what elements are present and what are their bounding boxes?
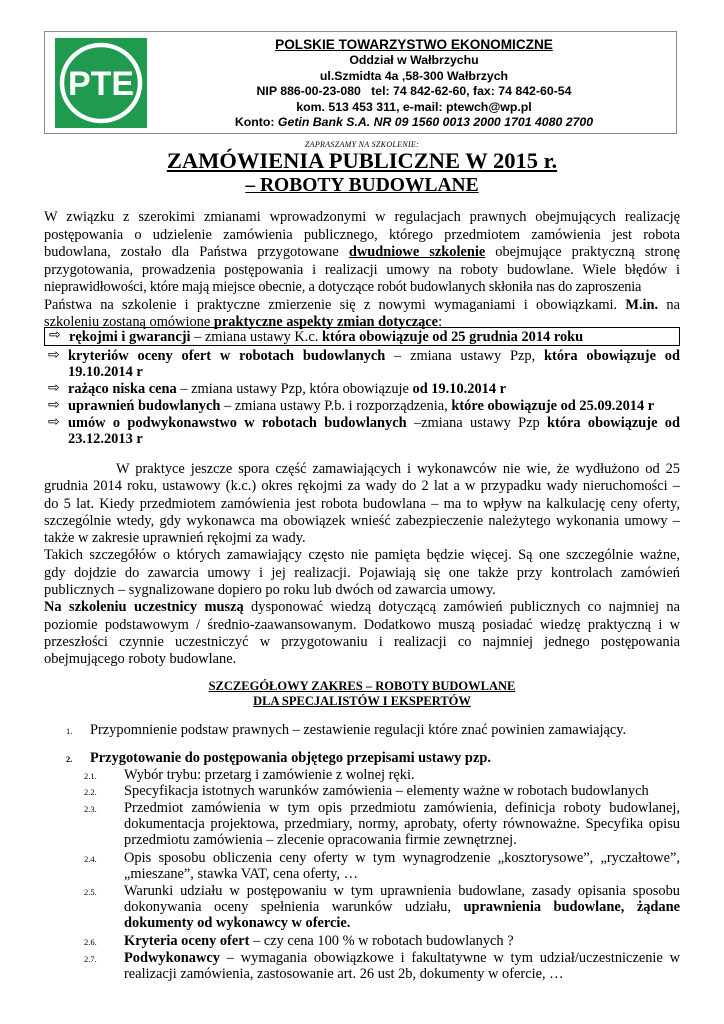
bullet-item: ⇨ rażąco niska cena – zmiana ustawy Pzp, która obowiązuje od 19.10.2014 r — [48, 381, 507, 397]
agenda-item: Przygotowanie do postępowania objętego przepisami ustawy pzp. — [90, 750, 491, 766]
body-line: W praktyce jeszcze spora część zamawiających i wykonawców nie wie, że wydłużono od 25 — [116, 461, 680, 477]
agenda-subitem: Warunki udziału w postępowaniu w tym uprawnienia budowlane, zasady opisania sposobu dokonywania oceny spełnienia warunków udziału, uprawnienia budowlane, żądane dokumenty od wykonawcy w ofercie. — [124, 883, 680, 931]
pte-logo — [55, 38, 147, 128]
agenda-subitem: Specyfikacja istotnych warunków zamówienia – elementy ważne w robotach budowlanych — [124, 783, 649, 799]
agenda-subitem: Wybór trybu: przetarg i zamówienie z wolnej ręki. — [124, 767, 415, 783]
bullet-item: ⇨ rękojmi i gwarancji – zmiana ustawy K.c. która obowiązuje od 25 grudnia 2014 roku — [44, 327, 680, 346]
nip-phone-line: NIP 886-00-23-080 tel: 74 842-62-60, fax: 74 842-60-54 — [256, 84, 572, 99]
sub-title: – ROBOTY BUDOWLANE — [245, 175, 479, 196]
section-heading — [0, 679, 724, 709]
bullet-item: ⇨ kryteriów oceny ofert w robotach budowlanych – zmiana ustawy Pzp, która obowiązuje od 19.10.2014 r — [48, 348, 680, 380]
bullet-item: ⇨ uprawnień budowlanych – zmiana ustawy P.b. i rozporządzenia, które obowiązuje od 25.09.2014 r — [48, 398, 655, 414]
body-line: publicznych – sygnalizowane dopiero po roku lub dwóch od zawarcia umowy. — [44, 582, 496, 599]
intro-line: nieprawidłowości, które mają miejsce obecnie, a dotyczące robót budowlanych skłoniła nas do zaproszenia — [44, 279, 642, 295]
agenda-item: Przypomnienie podstaw prawnych – zestawienie regulacji które znać powinien zamawiający. — [90, 722, 627, 738]
main-title: ZAMÓWIENIA PUBLICZNE W 2015 r. — [166, 148, 558, 173]
body-line: poziomie podstawowym / średnio-zaawansowanym. Dodatkowo muszą posiadać wiedzę praktyczną i w — [44, 616, 680, 633]
arrow-icon: ⇨ — [48, 398, 60, 413]
intro-paragraph — [44, 209, 680, 332]
intro-line: szkoleniu zostaną omówione praktyczne aspekty zmian dotyczące: — [44, 314, 443, 330]
arrow-icon: ⇨ — [48, 348, 60, 363]
agenda-number: 1. — [66, 726, 73, 736]
account-label: Konto: — [234, 115, 275, 130]
intro-line: W związku z szerokimi zmianami wprowadzonymi w regulacjach prawnych obejmujących realizację — [44, 209, 680, 225]
bullet-item: ⇨ umów o podwykonawstwo w robotach budowlanych –zmiana ustawy Pzp która obowiązuje od 23.12.2013 r — [48, 415, 680, 447]
branch-name: Oddział w Wałbrzychu — [349, 53, 479, 67]
address: ul.Szmidta 4a ,58-300 Wałbrzych — [319, 68, 509, 83]
section-heading-line: DLA SPECJALISTÓW I EKSPERTÓW — [253, 694, 471, 708]
body-paragraph — [44, 461, 680, 669]
org-name: POLSKIE TOWARZYSTWO EKONOMICZNE — [275, 37, 553, 52]
section-heading-line: SZCZEGÓŁOWY ZAKRES – ROBOTY BUDOWLANE — [208, 679, 516, 693]
agenda-number: 2. — [66, 754, 73, 764]
agenda-subnumber: 2.7. — [84, 954, 97, 964]
agenda-subnumber: 2.5. — [84, 887, 97, 897]
body-line: do 5 lat. Kiedy przedmiotem zamówienia jest robota budowlana – ma to wpływ na kalkulację ceny oferty, — [44, 495, 680, 512]
intro-line: przygotowania, prowadzenia postępowania i realizacji umowy na roboty budowlane. Wiele błędów i — [44, 261, 680, 278]
body-line: przeszłości czynnie uczestniczyć w przygotowaniu i realizacji co najmniej jednego postępowania — [44, 633, 680, 650]
intro-line: postępowania o udzielenie zamówienia publicznego, którego przedmiotem zamówienia jest robota — [44, 226, 680, 243]
invitation-label: ZAPRASZAMY NA SZKOLENIE: — [304, 140, 420, 149]
body-line: obejmującego roboty budowlane. — [44, 651, 237, 668]
agenda-subitem: Kryteria oceny ofert – czy cena 100 % w robotach budowlanych ? — [124, 933, 514, 949]
agenda-subitem: Podwykonawcy – wymagania obowiązkowe i fakultatywne w tym udział/uczestniczenie w realizacji zamówienia, zastosowanie art. 26 ust 2b, dokumenty w ofercie, … — [124, 950, 680, 982]
agenda-subnumber: 2.6. — [84, 937, 97, 947]
account-value: Getin Bank S.A. NR 09 1560 0013 2000 1701 4080 2700 — [274, 115, 594, 130]
letterhead — [44, 31, 677, 134]
body-line: także w zakresie uprawnień rękojmi za wady. — [44, 530, 306, 547]
two-day-training: dwudniowe szkolenie — [348, 244, 486, 260]
agenda-subnumber: 2.3. — [84, 804, 97, 814]
body-line: grudnia 2014 roku, ustawowy (k.c.) okres rękojmi za wady do 2 lat a w przypadku wady nieruchomości – — [44, 478, 680, 495]
arrow-icon: ⇨ — [48, 415, 60, 430]
intro-line: budowlana, zostało dla Państwa przygotowane dwudniowe szkolenie obejmujące praktyczną stronę — [44, 244, 680, 260]
intro-line: Państwa na szkolenie i praktyczne zmierzenie się z nowymi wymaganiami i obowiązkami. M.in. na — [44, 296, 680, 313]
contact-line: kom. 513 453 311, e-mail: ptewch@wp.pl — [296, 99, 532, 114]
body-line: szczególnie wtedy, gdy wykonawca ma obowiązek wnieść zabezpieczenie należytego wykonania umowy – — [44, 512, 680, 529]
agenda-subitem: Przedmiot zamówienia w tym opis przedmiotu zamówienia, definicja roboty budowlanej, dokumentacja projektowa, przedmiary, normy, aprobaty, oferty równoważne. Specyfika opisu przedmiotu zamówienia – zlecenie opracowania firmie zewnętrznej. — [124, 800, 680, 848]
body-line: Na szkoleniu uczestnicy muszą dysponować wiedzą dotyczącą zamówień publicznych co najmniej na — [44, 599, 680, 616]
bank-account-line — [157, 115, 671, 131]
body-line: gdy dojdzie do zawarcia umowy i jej realizacji. Pojawiają się one także przy kontrolach zamówień — [44, 564, 680, 581]
agenda-subnumber: 2.4. — [84, 854, 97, 864]
agenda-subnumber: 2.1. — [84, 771, 97, 781]
arrow-icon: ⇨ — [49, 328, 61, 343]
agenda-subitem: Opis sposobu obliczenia ceny oferty w tym wynagrodzenie „kosztorysowe”, „ryczałtowe”, „mieszane”, stawka VAT, cena oferty, … — [124, 850, 680, 882]
logo-letters: PTE — [67, 65, 135, 103]
arrow-icon: ⇨ — [48, 381, 60, 396]
body-line: Takich szczegółów o których zamawiający często nie pamięta będzie więcej. Są one szczególnie ważne, — [44, 547, 680, 564]
header-text — [157, 36, 671, 131]
agenda-subnumber: 2.2. — [84, 787, 97, 797]
